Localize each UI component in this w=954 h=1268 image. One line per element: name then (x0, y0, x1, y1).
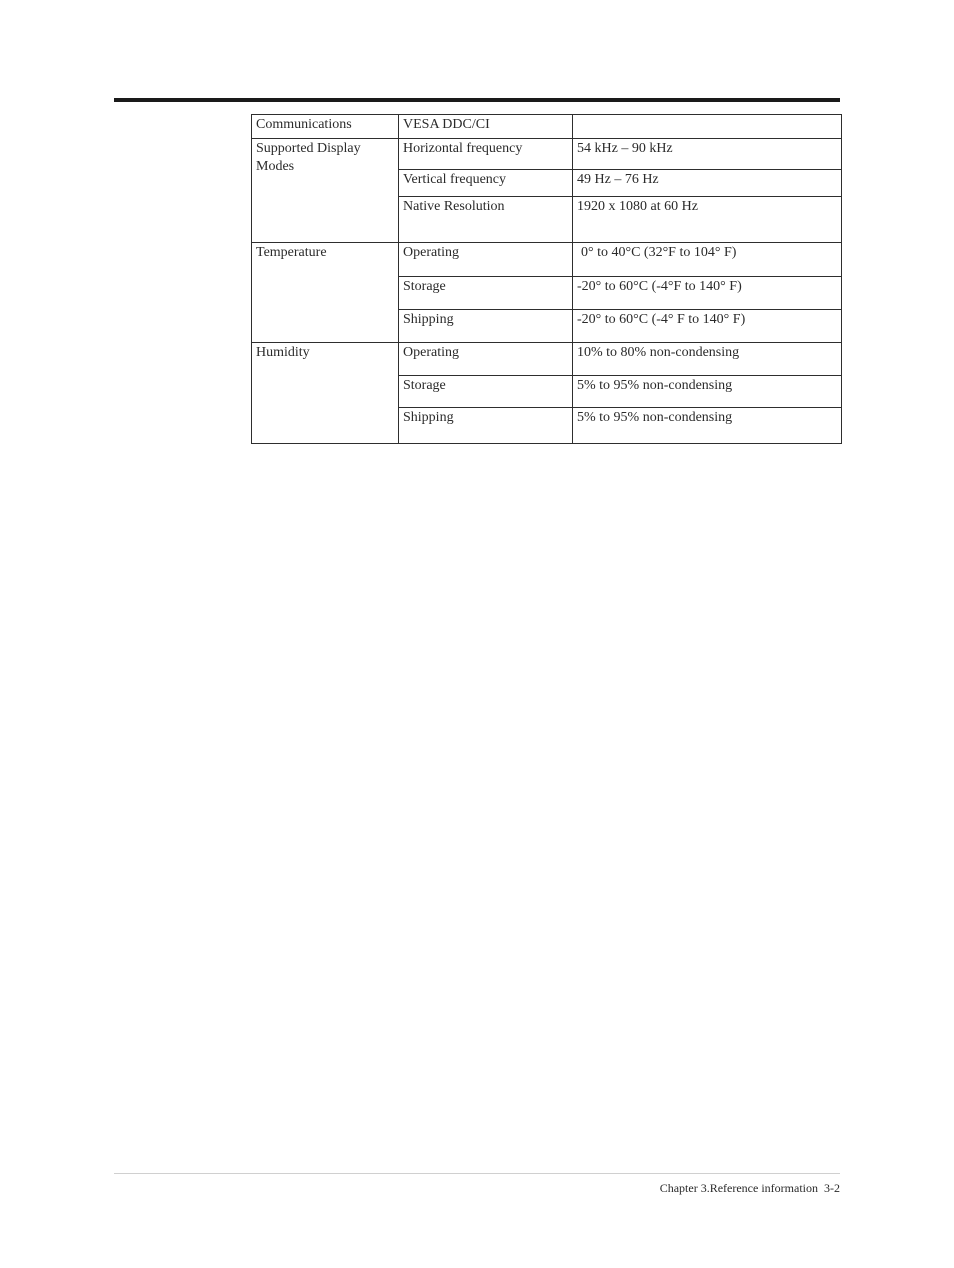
table-row (252, 139, 842, 170)
page-footer (660, 1181, 840, 1195)
table-row (252, 243, 842, 277)
temperature-storage-value: -20° to 60°C (-4°F to 140° F) (573, 277, 842, 310)
table-row (252, 343, 842, 376)
horizontal-frequency-value: 54 kHz – 90 kHz (573, 139, 842, 170)
table-row (252, 115, 842, 139)
vertical-frequency-label: Vertical frequency (399, 170, 573, 197)
header-rule (114, 98, 840, 102)
humidity-shipping-label: Shipping (399, 408, 573, 444)
footer-chapter: Chapter 3.Reference information (659, 1181, 818, 1195)
humidity-storage-label: Storage (399, 376, 573, 408)
temperature-shipping-label: Shipping (399, 310, 573, 343)
temperature-label: Temperature (252, 243, 399, 343)
horizontal-frequency-label: Horizontal frequency (399, 139, 573, 170)
native-resolution-value: 1920 x 1080 at 60 Hz (573, 197, 842, 243)
footer-page-number: 3-2 (824, 1181, 840, 1195)
humidity-storage-value: 5% to 95% non-condensing (573, 376, 842, 408)
native-resolution-label: Native Resolution (399, 197, 573, 243)
temperature-operating-value: 0° to 40°C (32°F to 104° F) (573, 243, 842, 277)
footer-rule (114, 1173, 840, 1174)
temperature-shipping-value: -20° to 60°C (-4° F to 140° F) (573, 310, 842, 343)
communications-label: Communications (252, 115, 399, 139)
humidity-shipping-value: 5% to 95% non-condensing (573, 408, 842, 444)
vertical-frequency-value: 49 Hz – 76 Hz (573, 170, 842, 197)
display-modes-label: Supported Display Modes (252, 139, 399, 243)
communications-value: VESA DDC/CI (399, 115, 573, 139)
temperature-storage-label: Storage (399, 277, 573, 310)
temperature-operating-label: Operating (399, 243, 573, 277)
humidity-operating-label: Operating (399, 343, 573, 376)
spec-table (251, 114, 842, 444)
humidity-operating-value: 10% to 80% non-condensing (573, 343, 842, 376)
humidity-label: Humidity (252, 343, 399, 444)
communications-extra (573, 115, 842, 139)
